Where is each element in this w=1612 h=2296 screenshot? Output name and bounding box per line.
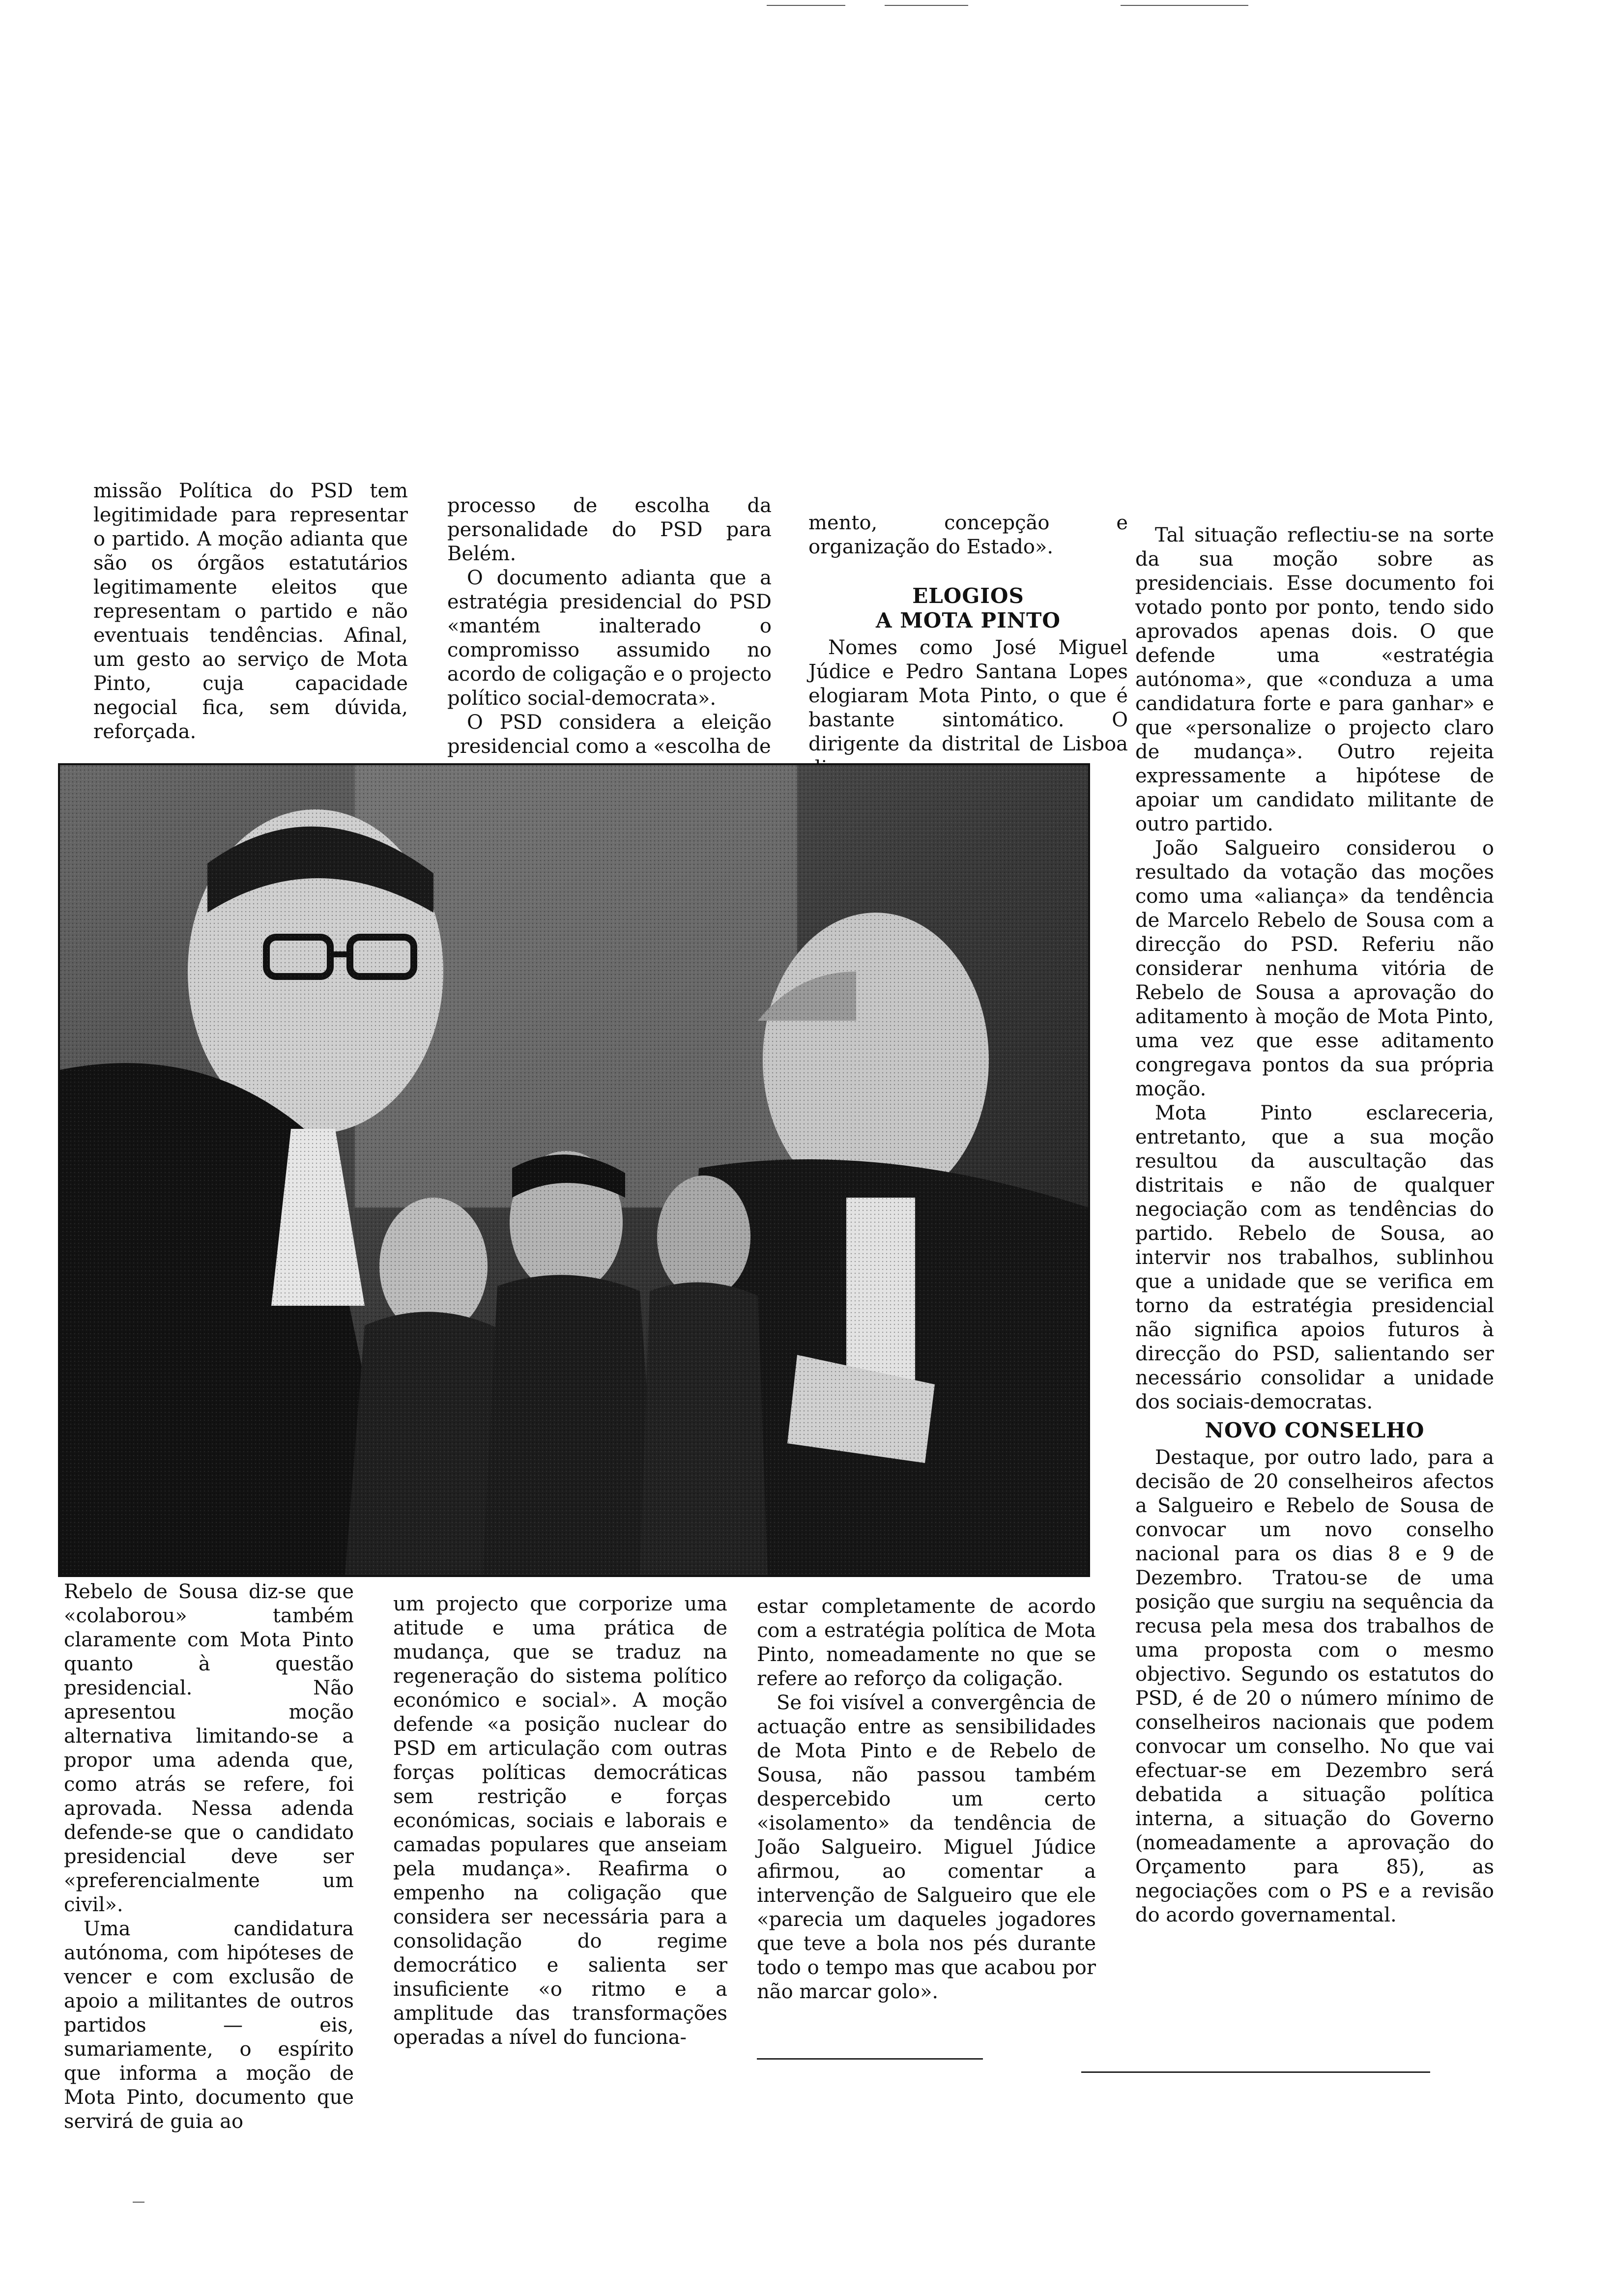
paragraph: Mota Pinto esclareceria, entretanto, que a sua moção resultou da auscultação das distritais e não de qualquer negociação com as tendências do partido. Rebelo de Sousa, ao intervir nos trabalhos, sublinhou que a unidade que se verifica em torno da estratégia presidencial não significa apoios futuros à direcção do PSD, salientando ser necessário consolidar a unidade dos sociais-democratas. — [1135, 1102, 1494, 1413]
paragraph: Nomes como José Miguel Júdice e Pedro Santana Lopes elogiaram Mota Pinto, o que é bastante sintomático. O dirigente da distrital de Lisboa — [808, 636, 1128, 755]
paragraph: Uma candidatura autónoma, com hipóteses de vencer e com exclusão de apoio a militantes de outros partidos — eis, sumariamente, o espírito que informa a moção de Mota Pinto, documento que servirá de guia ao — [64, 1918, 354, 2133]
bottom-column-1 — [64, 1580, 354, 2134]
bottom-rule-right — [1081, 2071, 1430, 2073]
paragraph: João Salgueiro considerou o resultado da votação das moções como uma «aliança» da tendência de Marcelo Rebelo de Sousa com a direcção do PSD. Referiu não considerar nenhuma vitória de Rebelo de Sousa a aprovação do aditamento à moção de Mota Pinto, uma vez que esse aditamento congregava pontos da sua própria moção. — [1135, 837, 1494, 1100]
paragraph: missão Política do PSD tem legitimidade para representar o partido. A moção adianta que são os órgãos estatutários legitimamente eleitos que representam o partido e não eventuais tendências. Afinal, um gesto ao serviço de Mota Pinto, cuja capacidade negocial fica, sem dúvida, reforçada. — [93, 480, 408, 743]
top-column-3 — [808, 511, 1128, 780]
photo-grain — [60, 765, 1088, 1575]
heading-line: ELOGIOS — [912, 584, 1024, 608]
top-column-2 — [447, 494, 772, 759]
paragraph: O documento adianta que a estratégia presidencial do PSD «mantém inalterado o compromisso assumido no acordo de coligação e o projecto político social-democrata». — [447, 567, 772, 710]
bottom-column-2 — [393, 1592, 727, 2050]
photo-illustration — [60, 765, 1088, 1575]
scan-mark — [133, 2202, 144, 2203]
top-column-1 — [93, 479, 408, 744]
top-rule-3 — [1121, 5, 1248, 6]
paragraph: um projecto que corporize uma atitude e uma prática de mudança, que se traduz na regeneração do sistema político económico e social». A moção defende «a posição nuclear do PSD em articulação com outras forças políticas democráticas sem restrição e forças económicas, sociais e laborais e camadas populares que anseiam pela mudança». Reafirma o empenho na coligação que considera ser necessária para a consolidação do regime democrático e salienta ser insuficiente «o ritmo e a amplitude das transformações operadas a nível do funciona- — [393, 1593, 727, 2049]
heading-line: A MOTA PINTO — [876, 608, 1061, 632]
right-column — [1135, 523, 1494, 1927]
paragraph: processo de escolha da personalidade do PSD para Belém. — [447, 494, 772, 565]
paragraph: mento, concepção e organização do Estado». — [808, 512, 1128, 558]
news-photo — [58, 763, 1090, 1577]
top-rule-1 — [767, 5, 845, 6]
paragraph: Se foi visível a convergência de actuação entre as sensibilidades de Mota Pinto e de Rebelo de Sousa, não passou também despercebido um certo «isolamento» da tendência de João Salgueiro. Miguel Júdice afirmou, ao comentar a intervenção de Salgueiro que ele «parecia um daqueles jogadores que teve a bola nos pés durante todo o tempo mas que acabou por não marcar golo». — [757, 1692, 1096, 2003]
subheading-elogios — [808, 584, 1128, 633]
paragraph: Destaque, por outro lado, para a decisão de 20 conselheiros afectos a Salgueiro e Rebelo de Sousa de convocar um novo conselho nacional para os dias 8 e 9 de Dezembro. Tratou-se de uma posição que surgiu na sequência da recusa pela mesa dos trabalhos de uma proposta com o mesmo objectivo. Segundo os estatutos do PSD, é de 20 o número mínimo de conselheiros nacionais que podem convocar um conselho. No que vai efectuar-se em Dezembro será debatida a situação política interna, a situação do Governo (nomeadamente a aprovação do Orçamento para 85), as negociações com o PS e a revisão do acordo governamental. — [1135, 1446, 1494, 1926]
paragraph: Tal situação reflectiu-se na sorte da sua moção sobre as presidenciais. Esse documento foi votado ponto por ponto, tendo sido aprovados apenas dois. O que defende uma «estratégia autónoma», que «conduza a uma candidatura forte e para ganhar» e que «personalize o projecto claro de mudança». Outro rejeita expressamente a hipótese de apoiar um candidato militante de outro partido. — [1135, 524, 1494, 835]
paragraph: O PSD considera a eleição presidencial como a «escolha de — [447, 711, 772, 758]
top-rule-2 — [885, 5, 968, 6]
bottom-column-3 — [757, 1595, 1096, 2004]
paragraph: estar completamente de acordo com a estratégia política de Mota Pinto, nomeadamente no que se refere ao reforço da coligação. — [757, 1595, 1096, 1690]
bottom-rule-left — [757, 2058, 983, 2060]
subheading-novo-conselho: NOVO CONSELHO — [1205, 1418, 1425, 1442]
paragraph: Rebelo de Sousa diz-se que «colaborou» também claramente com Mota Pinto quanto à questão presidencial. Não apresentou moção alternativa limitando-se a propor uma adenda que, como atrás se refere, foi aprovada. Nessa adenda defende-se que o candidato presidencial deve ser «preferencialmente um civil». — [64, 1580, 354, 1916]
